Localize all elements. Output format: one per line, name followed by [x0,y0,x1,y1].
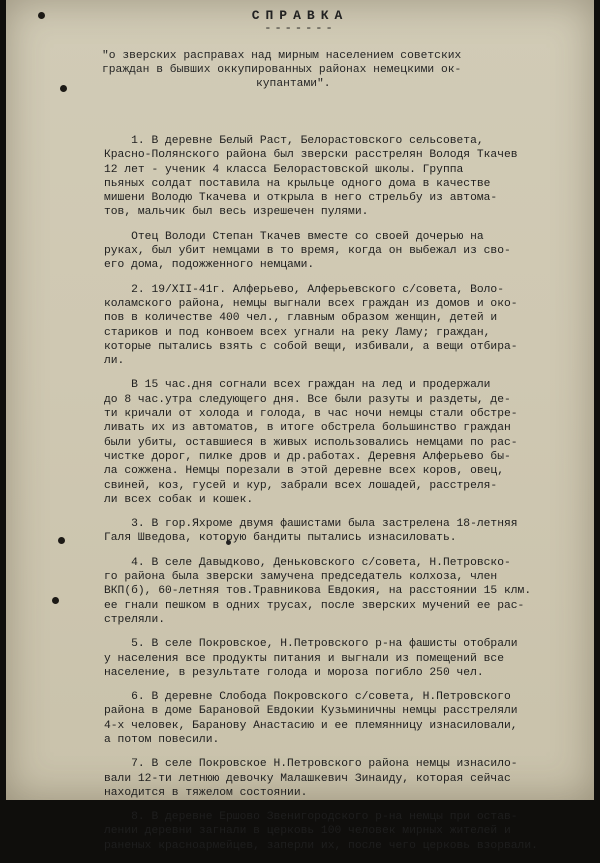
paragraph-line: района в доме Барановой Евдокии Кузьминичны немцы расстреляли [104,705,518,718]
paragraph-line: Отец Володи Степан Ткачев вместе со своей дочерью на [104,230,484,243]
paragraph-line: ла сожжена. Немцы порезали в этой деревне всех коров, овец, [104,465,504,478]
document-body [104,134,584,863]
paragraph-line: стреляли. [104,613,166,626]
paragraph-line: до 8 час.утра следующего дня. Все были разуты и раздеты, де- [104,393,511,406]
paragraph-line: 8. В деревне Ершово Звенигородского р-на немцы при остав- [104,811,518,824]
paragraph-line: а потом повесили. [104,733,220,746]
document-title: СПРАВКА [251,8,349,23]
paragraph-line: вали 12-ти летнюю девочку Малашкевич Зинаиду, которая сейчас [104,772,511,785]
paragraph-line: ВКП(б), 60-летняя тов.Травникова Евдокия, на расстоянии 15 клм. [104,585,532,598]
paragraph-line: 7. В селе Покровское Н.Петровского района немцы изнасило- [104,758,518,771]
paragraph-line: 3. В гор.Яхроме двумя фашистами была застрелена 18-летняя [104,518,518,531]
paragraph-line: раненых красноармейцев, заперли их, после чего церковь взорвали. [104,839,538,852]
title-underline: ------- [264,21,336,35]
paragraph-line: население, в результате голода и мороза погибло 250 чел. [104,666,484,679]
paragraph-line: пьяных солдат поставила на крыльце одного дома в качестве [104,177,491,190]
paragraph [104,134,584,220]
paragraph-line: стариков и под конвоем всех угнали на реку Ламу; граждан, [104,326,491,339]
paragraph-line: 4. В селе Давыдково, Деньковского с/совета, Н.Петровско- [104,556,511,569]
paragraph-line: 12 лет - ученик 4 класса Белорастовской школы. Группа [104,163,464,176]
paragraph-line: ливать их из автоматов, в итоге обстрела большинство граждан [104,422,511,435]
paragraph-line: 6. В деревне Слобода Покровского с/совета, Н.Петровского [104,691,511,704]
paragraph-line: руках, был убит немцами в то время, когда он выбежал из сво- [104,245,511,258]
paragraph-line: ти кричали от холода и голода, в час ночи немцы стали обстре- [104,408,518,421]
punch-hole-lower [52,597,59,604]
paragraph-line: го района была зверски замучена председатель колхоза, член [104,571,498,584]
paragraph-line: коламского района, немцы выгнали всех граждан из домов и око- [104,297,518,310]
punch-hole-middle [58,537,65,544]
subtitle-line: граждан в бывших оккупированных районах немецкими ок- [102,64,462,76]
paragraph [104,556,584,627]
paragraph-line: у населения все продукты питания и выгнали из помещений все [104,652,504,665]
document-page [6,0,594,852]
paragraph-line: 2. 19/XII-41г. Алферьево, Алферьевского с/совета, Воло- [104,283,504,296]
paragraph-line: Галя Шведова, которую бандиты пытались изнасиловать. [104,532,457,545]
paragraph-line: 1. В деревне Белый Раст, Белорастовского сельсовета, [104,135,484,147]
paragraph [104,517,584,546]
paragraph-line: ли всех собак и кошек. [104,493,254,506]
paragraph-line: чистке дорог, пилке дров и др.работах. Деревня Алферьево бы- [104,450,511,463]
paragraph-line: Красно-Полянского района был зверски расстрелян Володя Ткачев [104,149,518,162]
paragraph [104,283,584,369]
paragraph [104,810,584,853]
paragraph-line: 5. В селе Покровское, Н.Петровского р-на фашисты отобрали [104,638,518,651]
paragraph-line: лении деревни загнали в церковь 100 человек мирных жителей и [104,825,511,838]
paragraph-line: свиней, коз, гусей и кур, забрали всех лошадей, расстреля- [104,479,498,492]
paragraph-line: находится в тяжелом состоянии. [104,786,308,799]
subtitle-line: "о зверских расправах над мирным населением советских [102,50,462,62]
paragraph [104,230,584,273]
paragraph-line: В 15 час.дня согнали всех граждан на лед и продержали [104,379,491,392]
document-subtitle [102,49,542,91]
paragraph [104,757,584,800]
paragraph [104,690,584,747]
paragraph-line: пов в количестве 400 чел., главным образом женщин, детей и [104,312,498,325]
paragraph-line: ли. [104,355,125,368]
document-header [6,8,594,35]
paragraph-line: которые пытались взять с собой вещи, избивали, а вещи отбира- [104,340,518,353]
paragraph-line: тов, мальчик был весь изрешечен пулями. [104,206,369,219]
paragraph [104,637,584,680]
paragraph-line: были убиты, оставшиеся в живых использовались немцами по рас- [104,436,518,449]
paragraph-line: мишени Володю Ткачева и открыла в него стрельбу из автома- [104,192,498,205]
punch-hole-upper [60,85,67,92]
subtitle-line: купантами". [256,78,331,90]
paragraph-line: 4-х человек, Баранову Анастасию и ее племянницу изнасиловали, [104,719,518,732]
paragraph [104,378,584,507]
paragraph-line: ее гнали пешком в одних трусах, после зверских мучений ее рас- [104,599,525,612]
paragraph-line: его дома, подожженного немцами. [104,259,315,272]
